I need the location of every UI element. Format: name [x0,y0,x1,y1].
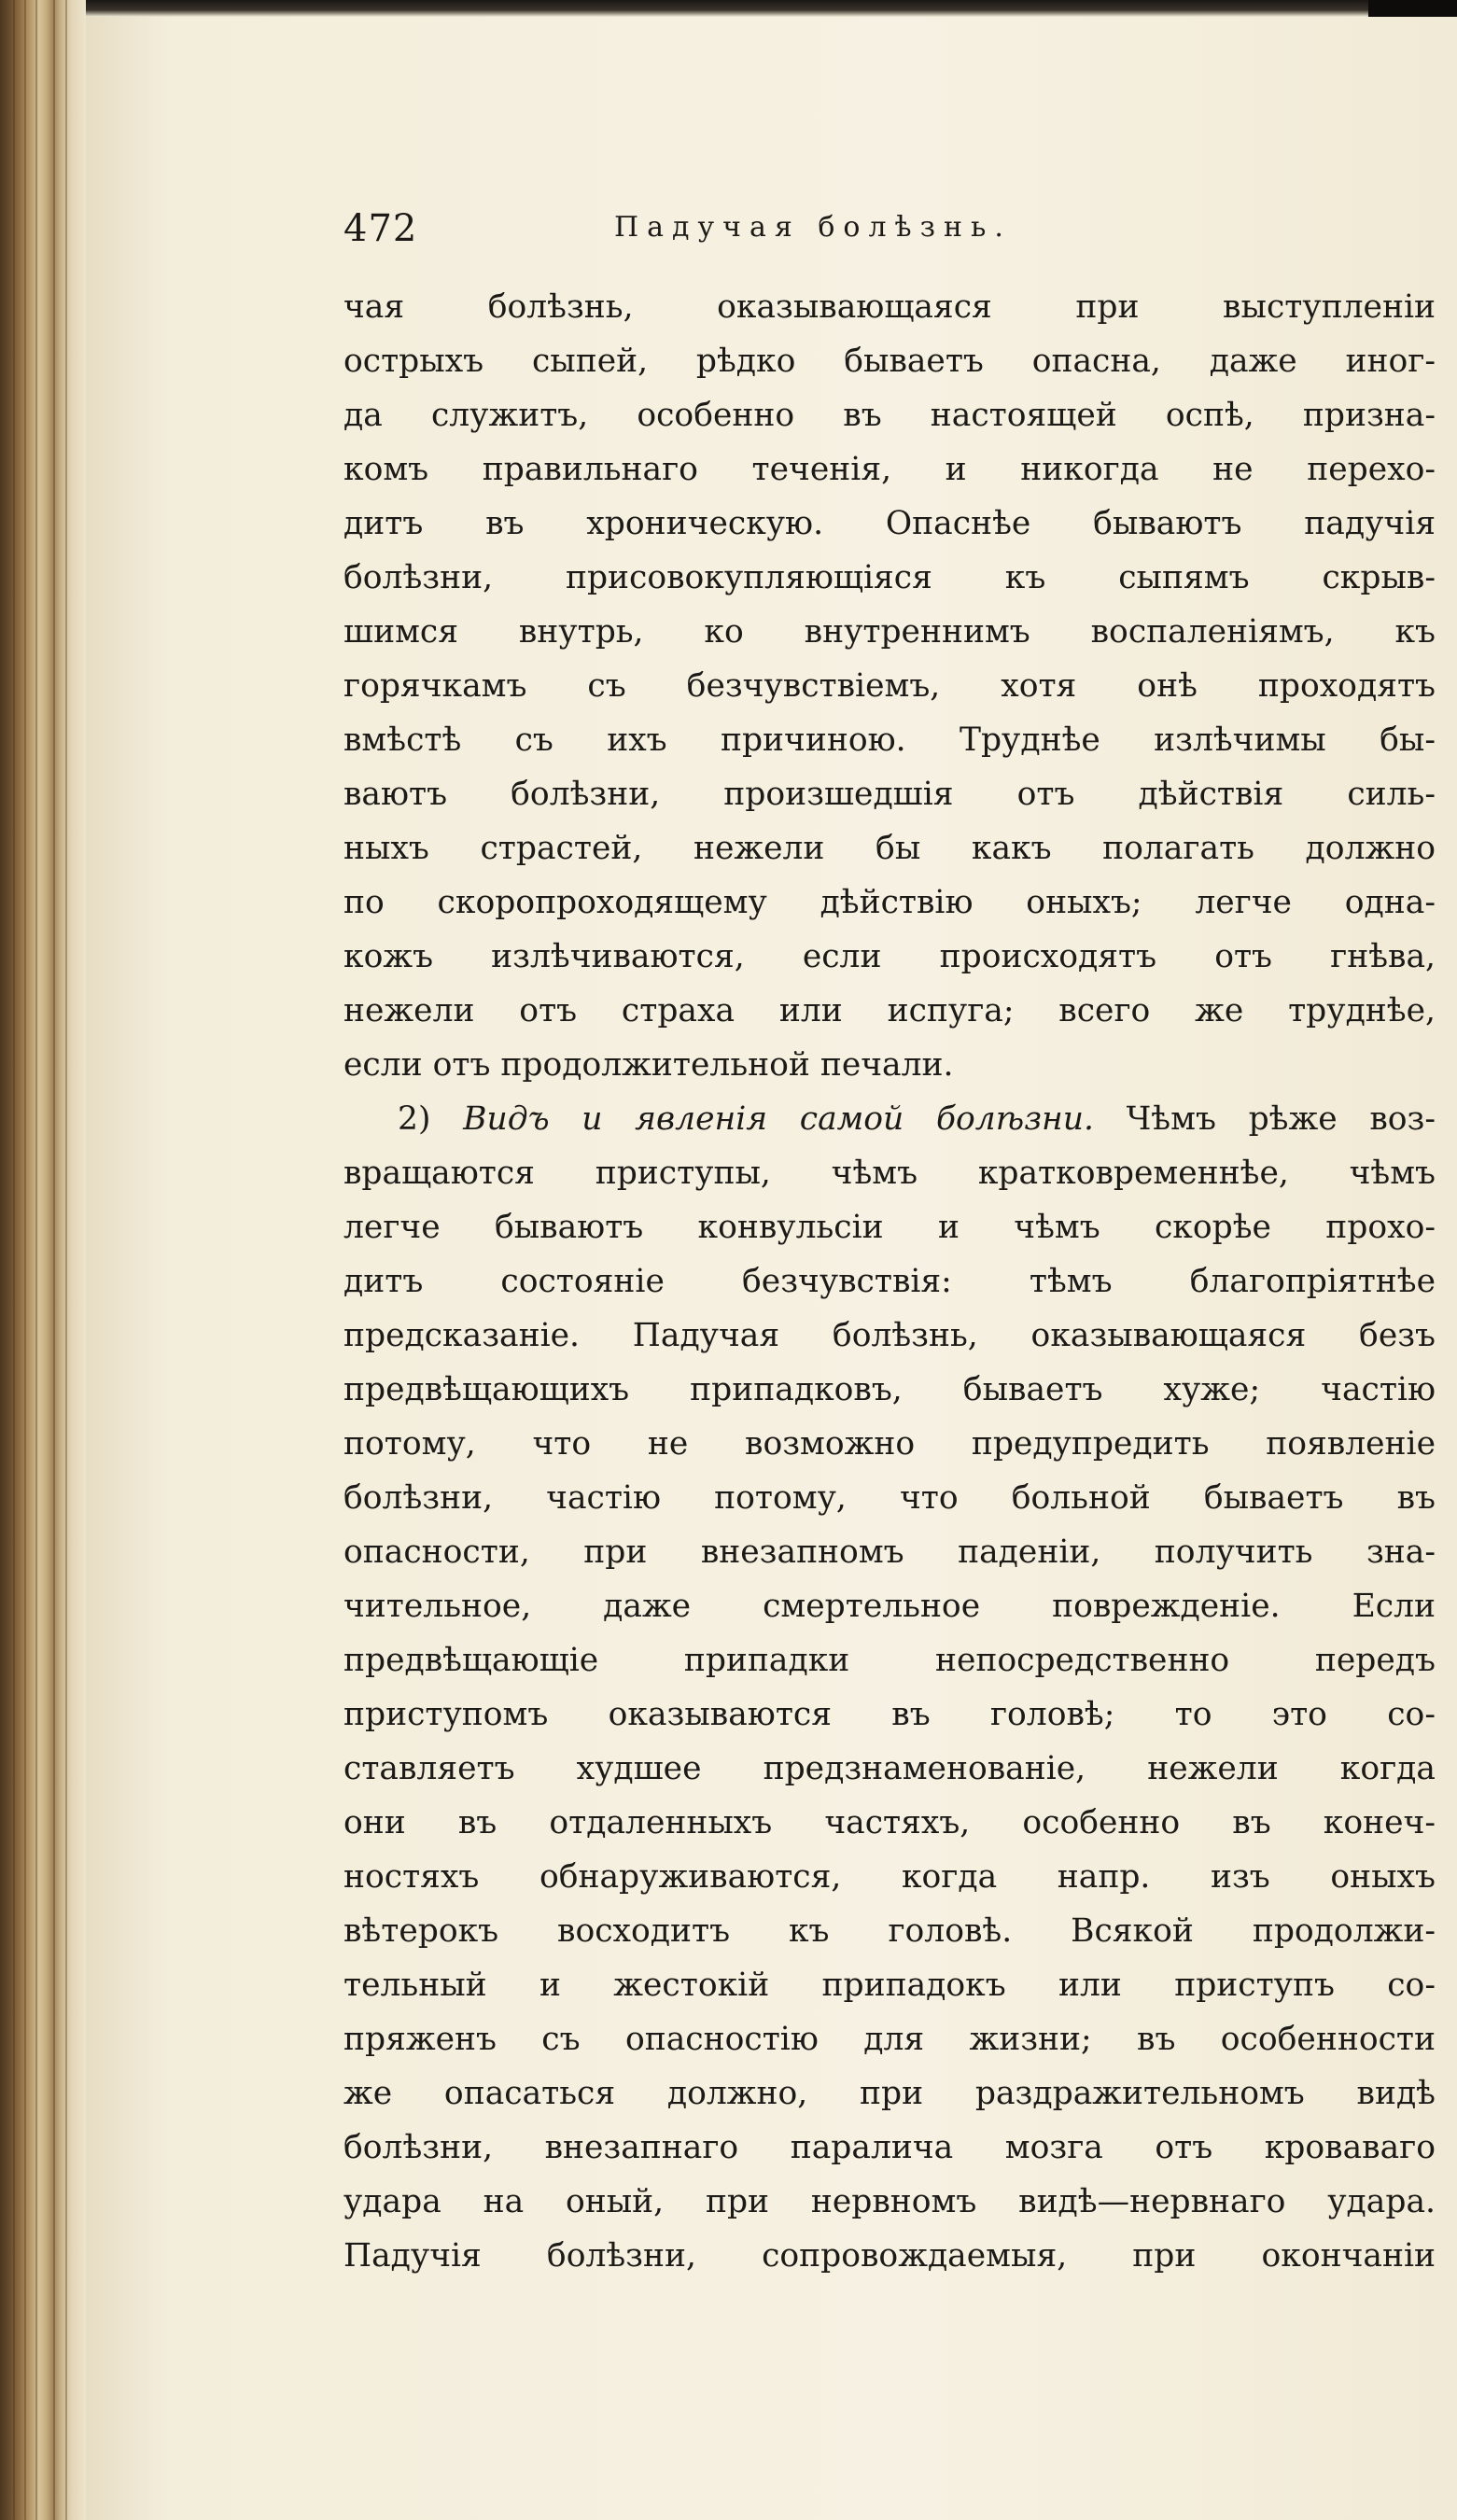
spine-page-edge [13,0,15,2520]
text-line: они въ отдаленныхъ частяхъ, особенно въ конеч- [343,1804,1436,1841]
text-line: болѣзни, внезапнаго паралича мозга отъ кроваваго [343,2129,1436,2166]
section-heading: Видъ и явленія самой болѣзни. [463,1100,1094,1138]
text-line: чая болѣзнь, оказывающаяся при выступленіи [343,288,1436,326]
spine-page-edge [53,0,55,2520]
text-line: горячкамъ съ безчувствіемъ, хотя онѣ проходятъ [343,667,1436,705]
text-line: да служитъ, особенно въ настоящей оспѣ, призна- [343,397,1436,434]
text-line: опасности, при внезапномъ паденіи, получить зна- [343,1533,1436,1571]
text-line: же опасаться должно, при раздражительномъ видѣ [343,2075,1436,2112]
text-line: потому, что не возможно предупредить появленіе [343,1425,1436,1463]
text-line: нежели отъ страха или испуга; всего же труднѣе, [343,992,1436,1029]
paragraph-2-first-line [343,1092,1436,1146]
scan-top-edge [0,0,1457,17]
body-text [343,280,1436,2283]
spine-page-edge [35,0,37,2520]
text-line: легче бываютъ конвульсіи и чѣмъ скорѣе прохо- [343,1209,1436,1246]
text-line: если отъ продолжительной печали. [343,1046,954,1084]
text-line: ностяхъ обнаруживаются, когда напр. изъ оныхъ [343,1858,1436,1896]
text-line: ваютъ болѣзни, произшедшія отъ дѣйствія силь- [343,776,1436,813]
text-line: комъ правильнаго теченія, и никогда не перехо- [343,451,1436,488]
text-line: предсказаніе. Падучая болѣзнь, оказывающаяся безъ [343,1317,1436,1354]
paragraph-number: 2) [398,1100,431,1138]
spine-page-edge [24,0,26,2520]
text-line: острыхъ сыпей, рѣдко бываетъ опасна, даже иног- [343,343,1436,380]
text-line: ставляетъ худшее предзнаменованіе, нежели когда [343,1750,1436,1787]
text-line: по скоропроходящему дѣйствію оныхъ; легче одна- [343,884,1436,921]
text-line: предвѣщающихъ припадковъ, бываетъ хуже; частію [343,1371,1436,1408]
text-line: дитъ состояніе безчувствія: тѣмъ благопріятнѣе [343,1263,1436,1300]
spine-page-edge [65,0,67,2520]
text-line: вращаются приступы, чѣмъ кратковременнѣе, чѣмъ [343,1155,1436,1192]
page-number: 472 [343,207,418,250]
text-line: вмѣстѣ съ ихъ причиною. Труднѣе излѣчимы бы- [343,721,1436,759]
text-line: ныхъ страстей, нежели бы какъ полагать должно [343,830,1436,867]
text-line: удара на оный, при нервномъ видѣ—нервнаго удара. [343,2183,1436,2220]
running-head: Падучая болѣзнь. [614,211,1012,244]
text-line: дитъ въ хроническую. Опаснѣе бываютъ падучія [343,505,1436,542]
text-line: вѣтерокъ восходитъ къ головѣ. Всякой продолжи- [343,1912,1436,1950]
page-header [343,207,1128,259]
book-spine [0,0,86,2520]
text-line: шимся внутрь, ко внутреннимъ воспаленіямъ, къ [343,613,1436,651]
text-fragment: Чѣмъ рѣже воз- [1126,1100,1436,1138]
text-line: приступомъ оказываются въ головѣ; то это со- [343,1696,1436,1733]
text-line: тельный и жестокій припадокъ или приступъ со- [343,1967,1436,2004]
text-line: чительное, даже смертельное поврежденіе. Если [343,1588,1436,1625]
text-line: Падучія болѣзни, сопровождаемыя, при окончаніи [343,2237,1436,2275]
text-line: болѣзни, присовокупляющіяся къ сыпямъ скрыв- [343,559,1436,596]
text-line: болѣзни, частію потому, что больной бываетъ въ [343,1479,1436,1517]
text-line: пряженъ съ опасностію для жизни; въ особенности [343,2021,1436,2058]
text-line: предвѣщающіе припадки непосредственно передъ [343,1642,1436,1679]
text-line: кожъ излѣчиваются, если происходятъ отъ гнѣва, [343,938,1436,975]
